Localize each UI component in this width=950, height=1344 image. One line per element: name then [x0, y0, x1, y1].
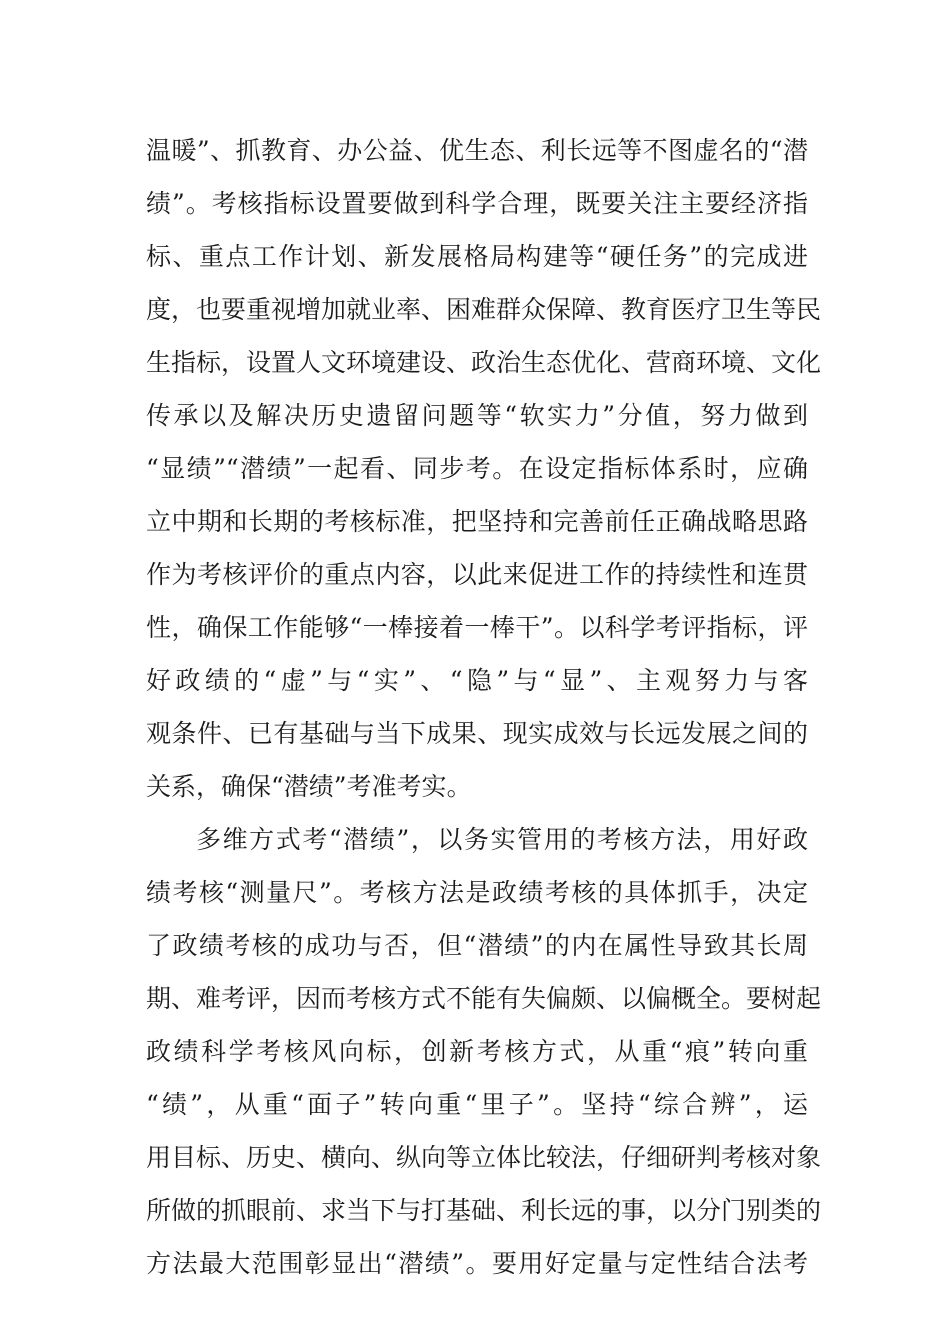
- text-line: 绩考核“测量尺”。考核方法是政绩考核的具体抓手，决定: [146, 878, 808, 907]
- text-line: 观条件、已有基础与当下成果、现实成效与长远发展之间的: [146, 719, 808, 748]
- paragraph-1: [146, 124, 822, 813]
- text-line: 好政绩的“虚”与“实”、“隐”与“显”、主观努力与客: [146, 666, 808, 695]
- text-line: 传承以及解决历史遗留问题等“软实力”分值，努力做到: [146, 401, 808, 430]
- text-line: 多维方式考“潜绩”，以务实管用的考核方法，用好政: [196, 825, 808, 854]
- text-line: 标、重点工作计划、新发展格局构建等“硬任务”的完成进: [146, 242, 808, 271]
- text-line: 关系，确保“潜绩”考准考实。: [146, 772, 472, 801]
- text-line: 绩”。考核指标设置要做到科学合理，既要关注主要经济指: [146, 189, 808, 218]
- text-line: 了政绩考核的成功与否，但“潜绩”的内在属性导致其长周: [146, 931, 808, 960]
- text-line: 所做的抓眼前、求当下与打基础、利长远的事，以分门别类的: [146, 1196, 822, 1225]
- text-line: 生指标，设置人文环境建设、政治生态优化、营商环境、文化: [146, 348, 822, 377]
- text-line: 政绩科学考核风向标，创新考核方式，从重“痕”转向重: [146, 1037, 808, 1066]
- text-line: 用目标、历史、横向、纵向等立体比较法，仔细研判考核对象: [146, 1143, 822, 1172]
- text-line: 温暖”、抓教育、办公益、优生态、利长远等不图虚名的“潜: [146, 136, 808, 165]
- text-line: 立中期和长期的考核标准，把坚持和完善前任正确战略思路: [146, 507, 808, 536]
- text-line: 作为考核评价的重点内容，以此来促进工作的持续性和连贯: [146, 560, 808, 589]
- text-line: 方法最大范围彰显出“潜绩”。要用好定量与定性结合法考: [146, 1249, 808, 1278]
- body-text: [146, 124, 822, 1290]
- text-line: “显绩”“潜绩”一起看、同步考。在设定指标体系时，应确: [146, 454, 808, 483]
- text-line: “绩”，从重“面子”转向重“里子”。坚持“综合辨”，运: [146, 1090, 808, 1119]
- paragraph-2: [146, 813, 822, 1290]
- text-line: 性，确保工作能够“一棒接着一棒干”。以科学考评指标，评: [146, 613, 808, 642]
- text-line: 度，也要重视增加就业率、困难群众保障、教育医疗卫生等民: [146, 295, 822, 324]
- text-line: 期、难考评，因而考核方式不能有失偏颇、以偏概全。要树起: [146, 984, 822, 1013]
